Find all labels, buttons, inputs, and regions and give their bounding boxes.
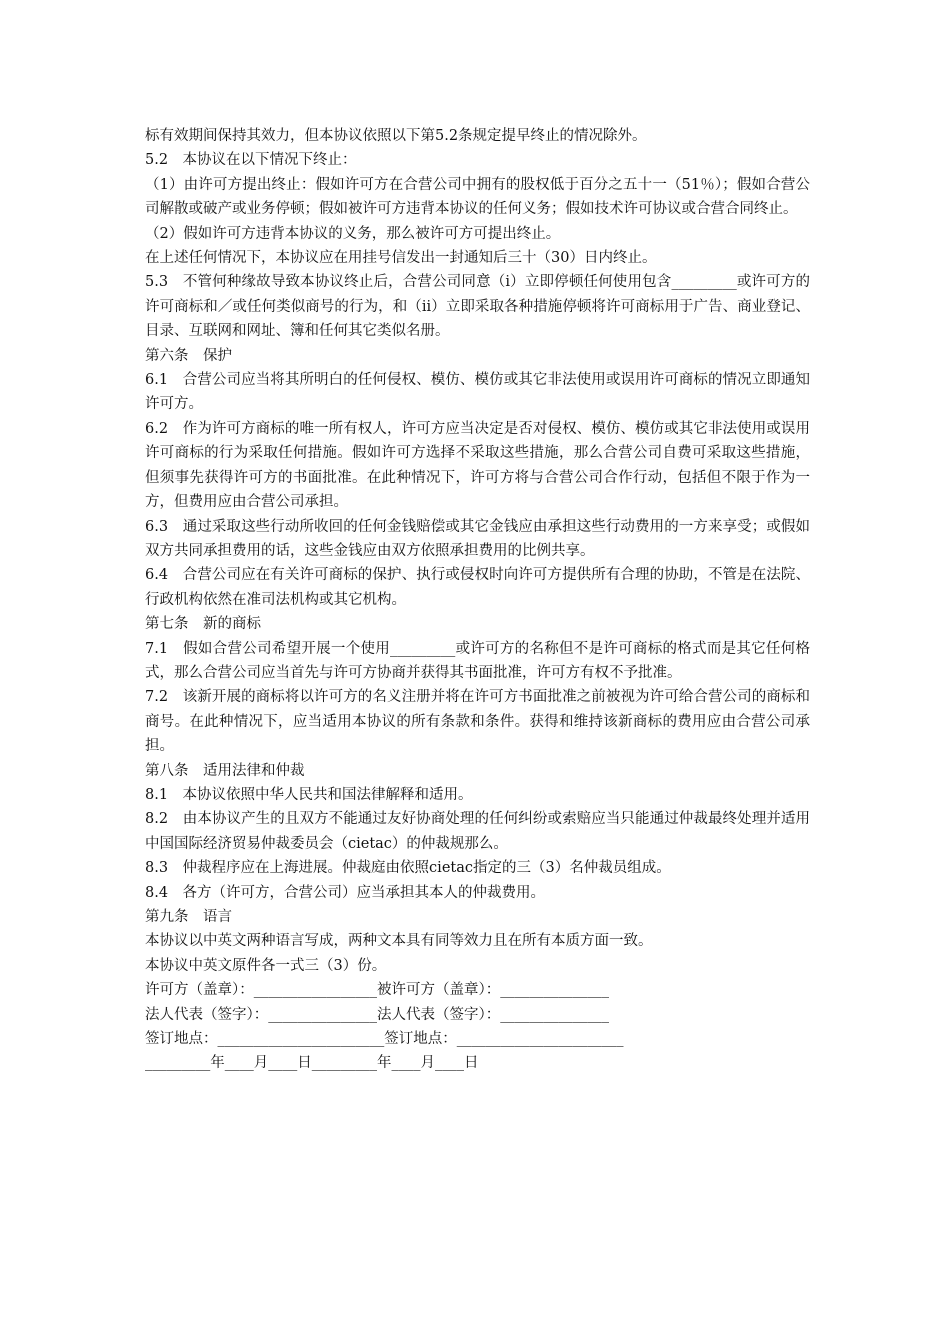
clause-6-4: 6.4 合营公司应在有关许可商标的保护、执行或侵权时向许可方提供所有合理的协助，不管是在法院、行政机构依然在准司法机构或其它机构。	[145, 567, 810, 608]
document-body	[145, 124, 810, 1076]
clause-5-2-item-2: （2）假如许可方违背本协议的义务，那么被许可方可提出终止。	[145, 225, 561, 242]
clause-6-2: 6.2 作为许可方商标的唯一所有权人，许可方应当决定是否对侵权、模仿、模仿或其它非法使用或误用许可商标的行为采取任何措施。假如许可方选择不采取这些措施，那么合营公司自费可采取这些措施，但须事先获得许可方的书面批准。在此种情况下，许可方将与合营公司合作行动，包括但不限于作为一方，但费用应由合营公司承担。	[145, 420, 810, 511]
clause-5-2-item-1: （1）由许可方提出终止：假如许可方在合营公司中拥有的股权低于百分之五十一（51％）；假如合营公司解散或破产或业务停顿；假如被许可方违背本协议的任何义务；假如技术许可协议或合营合同终止。	[145, 176, 810, 218]
article-8-heading: 第八条 适用法律和仲裁	[145, 762, 305, 779]
signature-place-line: 签订地点：_______________________签订地点：_______________________	[145, 1031, 624, 1048]
article-9-heading: 第九条 语言	[145, 909, 232, 925]
clause-7-1: 7.1 假如合营公司希望开展一个使用_________或许可方的名称但不是许可商标的格式而是其它任何格式，那么合营公司应当首先与许可方协商并获得其书面批准，许可方有权不予批准。	[145, 640, 810, 681]
signature-seal-line: 许可方（盖章）：_________________被许可方（盖章）：_______________	[145, 982, 609, 999]
language-paragraph: 本协议以中英文两种语言写成，两种文本具有同等效力且在所有本质方面一致。	[145, 933, 653, 950]
clause-8-2: 8.2 由本协议产生的且双方不能通过友好协商处理的任何纠纷或索赔应当只能通过仲裁最终处理并适用中国国际经济贸易仲裁委员会（cietac）的仲裁规那么。	[145, 811, 810, 852]
article-6-heading: 第六条 保护	[145, 347, 232, 364]
clause-7-2: 7.2 该新开展的商标将以许可方的名义注册并将在许可方书面批准之前被视为许可给合营公司的商标和商号。在此种情况下，应当适用本协议的所有条款和条件。获得和维持该新商标的费用应由合营公司承担。	[145, 689, 810, 755]
clause-6-3: 6.3 通过采取这些行动所收回的任何金钱赔偿或其它金钱应由承担这些行动费用的一方来享受；或假如双方共同承担费用的话，这些金钱应由双方依照承担费用的比例共享。	[145, 518, 810, 559]
termination-notice-paragraph: 在上述任何情况下，本协议应在用挂号信发出一封通知后三十（30）日内终止。	[145, 250, 657, 267]
clause-8-4: 8.4 各方（许可方，合营公司）应当承担其本人的仲裁费用。	[145, 884, 546, 901]
clause-8-1: 8.1 本协议依照中华人民共和国法律解释和适用。	[145, 786, 473, 803]
clause-6-1: 6.1 合营公司应当将其所明白的任何侵权、模仿、模仿或其它非法使用或误用许可商标的情况立即通知许可方。	[145, 372, 810, 413]
article-7-heading: 第七条 新的商标	[145, 616, 261, 633]
clause-5-2: 5.2 本协议在以下情况下终止：	[145, 152, 357, 169]
clause-8-3: 8.3 仲裁程序应在上海进展。仲裁庭由依照cietac指定的三（3）名仲裁员组成。	[145, 860, 671, 877]
signature-date-line: _________年____月____日_________年____月____日	[145, 1055, 479, 1072]
copies-paragraph: 本协议中英文原件各一式三（3）份。	[145, 957, 387, 974]
clause-5-3: 5.3 不管何种缘故导致本协议终止后，合营公司同意（i）立即停顿任何使用包含_________或许可方的许可商标和／或任何类似商号的行为，和（ii）立即采取各种措施停顿将许可商标用于广告、商业登记、目录、互联网和网址、簿和任何其它类似名册。	[145, 274, 810, 340]
signature-representative-line: 法人代表（签字）：_______________法人代表（签字）：_______________	[145, 1006, 609, 1023]
paragraph-continuation: 标有效期间保持其效力，但本协议依照以下第5.2条规定提早终止的情况除外。	[145, 128, 647, 144]
